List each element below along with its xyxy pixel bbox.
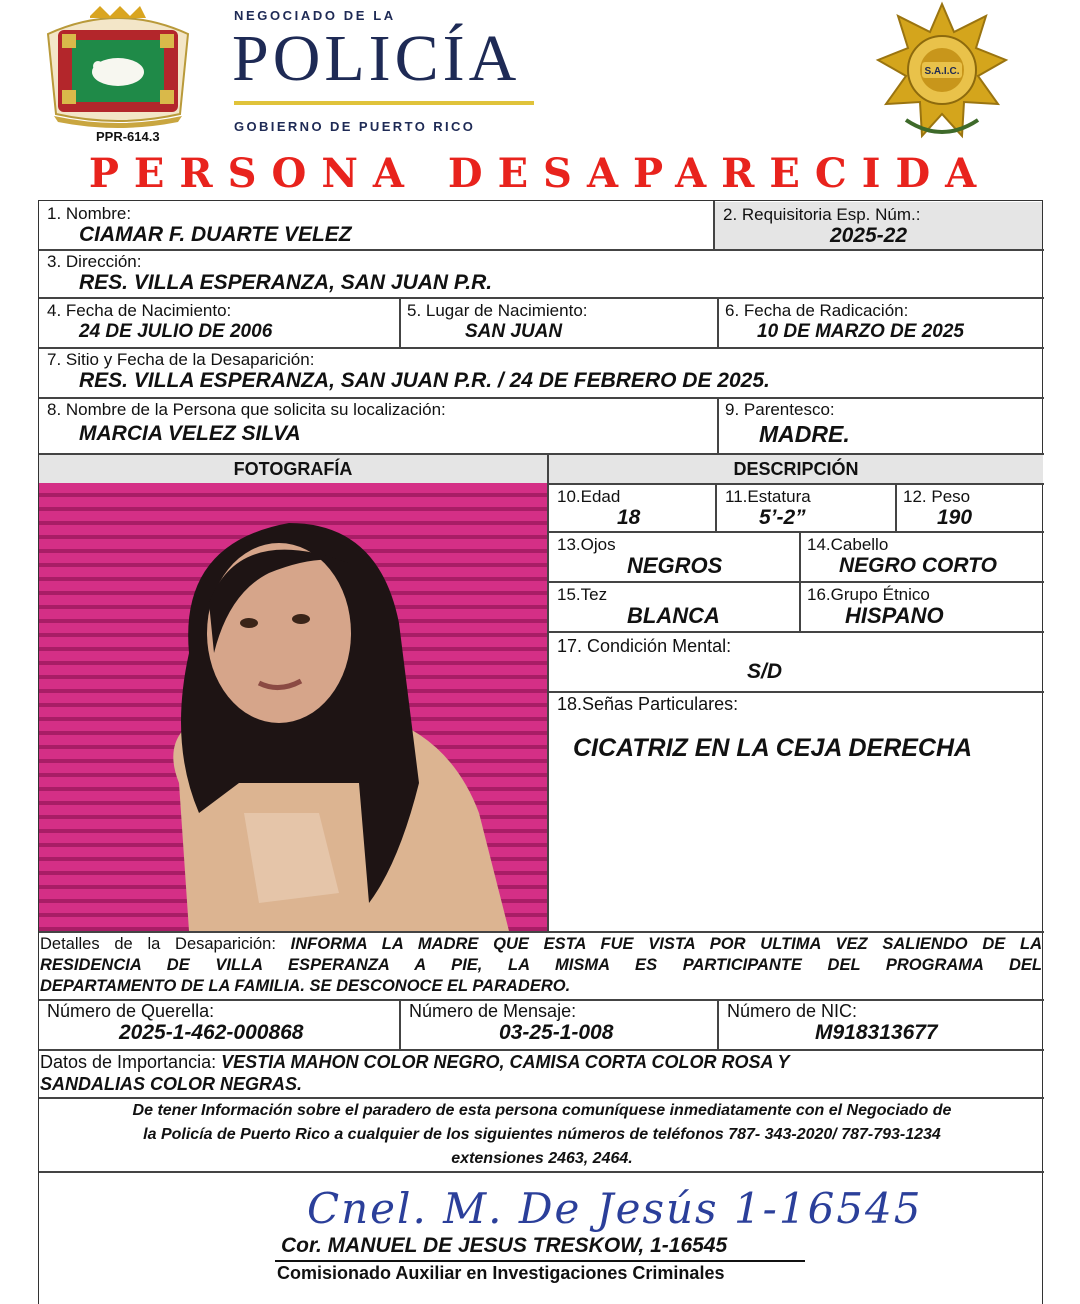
agency-line: NEGOCIADO DE LA (234, 8, 396, 23)
complaint-number-label: Número de Querella: (47, 1001, 215, 1021)
photo-section-header: FOTOGRAFÍA (39, 455, 547, 483)
field-name-label: 1. Nombre: (47, 204, 132, 223)
field-age-label: 10.Edad (557, 487, 621, 506)
field-filing-date (725, 301, 1043, 344)
field-height-label: 11.Estatura (725, 487, 811, 506)
missing-person-banner: PERSONA DESAPARECIDA (88, 150, 992, 197)
puerto-rico-coat-of-arms-icon (30, 4, 206, 126)
contact-notice-line3: extensiones 2463, 2464. (451, 1150, 633, 1167)
disappearance-details-line3: DEPARTAMENTO DE LA FAMILIA. SE DESCONOCE EL PARADERO. (40, 977, 571, 995)
description-section-header: DESCRIPCIÓN (549, 455, 1043, 483)
government-line: GOBIERNO DE PUERTO RICO (234, 119, 476, 134)
field-age-value: 18 (617, 506, 641, 529)
field-height (725, 487, 895, 530)
svg-text:S.A.I.C.: S.A.I.C. (924, 66, 960, 77)
complaint-number-value: 2025-1-462-000868 (119, 1021, 304, 1044)
field-disappearance-label: 7. Sitio y Fecha de la Desaparición: (47, 350, 315, 369)
field-complexion-value: BLANCA (627, 603, 720, 628)
field-birth-date (47, 301, 397, 344)
disappearance-details-line1: INFORMA LA MADRE QUE ESTA FUE VISTA POR ULTIMA VEZ SALIENDO DE LA (290, 935, 1042, 953)
signatory-role: Comisionado Auxiliar en Investigaciones Criminales (277, 1263, 725, 1283)
field-complexion-label: 15.Tez (557, 585, 608, 604)
field-mental-condition (557, 637, 1041, 684)
field-relationship (725, 400, 1043, 446)
contact-notice (45, 1099, 1039, 1171)
field-ethnic-group-value: HISPANO (845, 603, 944, 628)
nic-number-value: M918313677 (815, 1021, 938, 1044)
field-age (557, 487, 713, 530)
field-weight-label: 12. Peso (903, 487, 971, 506)
field-weight (903, 487, 1043, 530)
saic-badge-icon (876, 2, 1008, 152)
field-weight-value: 190 (937, 506, 973, 529)
field-requester (47, 400, 715, 446)
field-birth-place-value: SAN JUAN (465, 321, 563, 342)
field-mental-condition-label: 17. Condición Mental: (557, 636, 732, 656)
field-eyes (557, 535, 797, 578)
field-address (47, 252, 1037, 295)
important-data-line2: SANDALIAS COLOR NEGRAS. (40, 1074, 303, 1094)
svg-text:Cnel. M. De Jesús 1-16545: Cnel. M. De Jesús 1-16545 (307, 1184, 923, 1233)
contact-notice-line1: De tener Información sobre el paradero de esta persona comuníquese inmediatamente con el Negociado de (132, 1102, 952, 1119)
message-number-label: Número de Mensaje: (409, 1001, 577, 1021)
field-eyes-value: NEGROS (627, 553, 723, 578)
message-number (409, 1002, 715, 1045)
field-hair (807, 535, 1043, 578)
field-name-value: CIAMAR F. DUARTE VELEZ (79, 223, 352, 246)
field-requester-value: MARCIA VELEZ SILVA (79, 422, 301, 445)
field-ethnic-group-label: 16.Grupo Étnico (807, 585, 930, 604)
missing-person-photo (39, 483, 547, 931)
contact-notice-line2: la Policía de Puerto Rico a cualquier de los siguientes números de teléfonos 787- 343-2020/ 787-793-1234 (143, 1126, 941, 1143)
important-data-label: Datos de Importancia: (40, 1052, 217, 1072)
field-height-value: 5’-2” (759, 506, 806, 529)
field-relationship-label: 9. Parentesco: (725, 400, 835, 419)
important-data-line1: VESTIA MAHON COLOR NEGRO, CAMISA CORTA COLOR ROSA Y (221, 1052, 790, 1072)
field-hair-value: NEGRO CORTO (839, 554, 997, 577)
field-distinguishing-marks-value: CICATRIZ EN LA CEJA DERECHA (573, 734, 973, 762)
field-eyes-label: 13.Ojos (557, 535, 616, 554)
field-complexion (557, 585, 797, 628)
disappearance-details (40, 934, 1042, 997)
handwritten-signature (297, 1175, 923, 1241)
disappearance-details-label: Detalles de la Desaparición: (40, 935, 276, 953)
field-disappearance-value: RES. VILLA ESPERANZA, SAN JUAN P.R. / 24 DE FEBRERO DE 2025. (79, 369, 770, 392)
field-distinguishing-marks (557, 695, 1041, 929)
important-data (40, 1051, 1042, 1095)
agency-title: POLICÍA (232, 22, 521, 95)
field-birth-date-label: 4. Fecha de Nacimiento: (47, 301, 232, 320)
nic-number-label: Número de NIC: (727, 1001, 858, 1021)
field-address-value: RES. VILLA ESPERANZA, SAN JUAN P.R. (79, 271, 493, 294)
header-rule (234, 101, 534, 105)
field-birth-date-value: 24 DE JULIO DE 2006 (79, 321, 273, 342)
signatory-name: Cor. MANUEL DE JESUS TRESKOW, 1-16545 (281, 1234, 728, 1257)
field-requester-label: 8. Nombre de la Persona que solicita su localización: (47, 400, 446, 419)
field-disappearance (47, 350, 1037, 393)
field-ethnic-group (807, 585, 1043, 628)
field-requisition (715, 202, 1042, 249)
field-address-label: 3. Dirección: (47, 252, 142, 271)
field-mental-condition-value: S/D (747, 660, 783, 683)
form-code: PPR-614.3 (96, 129, 160, 144)
field-birth-place-label: 5. Lugar de Nacimiento: (407, 301, 588, 320)
missing-person-form (38, 200, 1043, 1304)
field-requisition-label: 2. Requisitoria Esp. Núm.: (723, 205, 921, 224)
field-distinguishing-marks-label: 18.Señas Particulares: (557, 694, 739, 714)
field-name (47, 204, 707, 247)
field-birth-place (407, 301, 715, 344)
field-relationship-value: MADRE. (759, 421, 850, 447)
field-requisition-value: 2025-22 (829, 224, 908, 247)
field-filing-date-label: 6. Fecha de Radicación: (725, 301, 909, 320)
nic-number (727, 1002, 1043, 1045)
complaint-number (47, 1002, 397, 1045)
field-filing-date-value: 10 DE MARZO DE 2025 (757, 321, 964, 342)
disappearance-details-line2: RESIDENCIA DE VILLA ESPERANZA A PIE, LA MISMA ES PARTICIPANTE DEL PROGRAMA DEL (40, 956, 1042, 974)
field-hair-label: 14.Cabello (807, 535, 889, 554)
message-number-value: 03-25-1-008 (499, 1021, 614, 1044)
